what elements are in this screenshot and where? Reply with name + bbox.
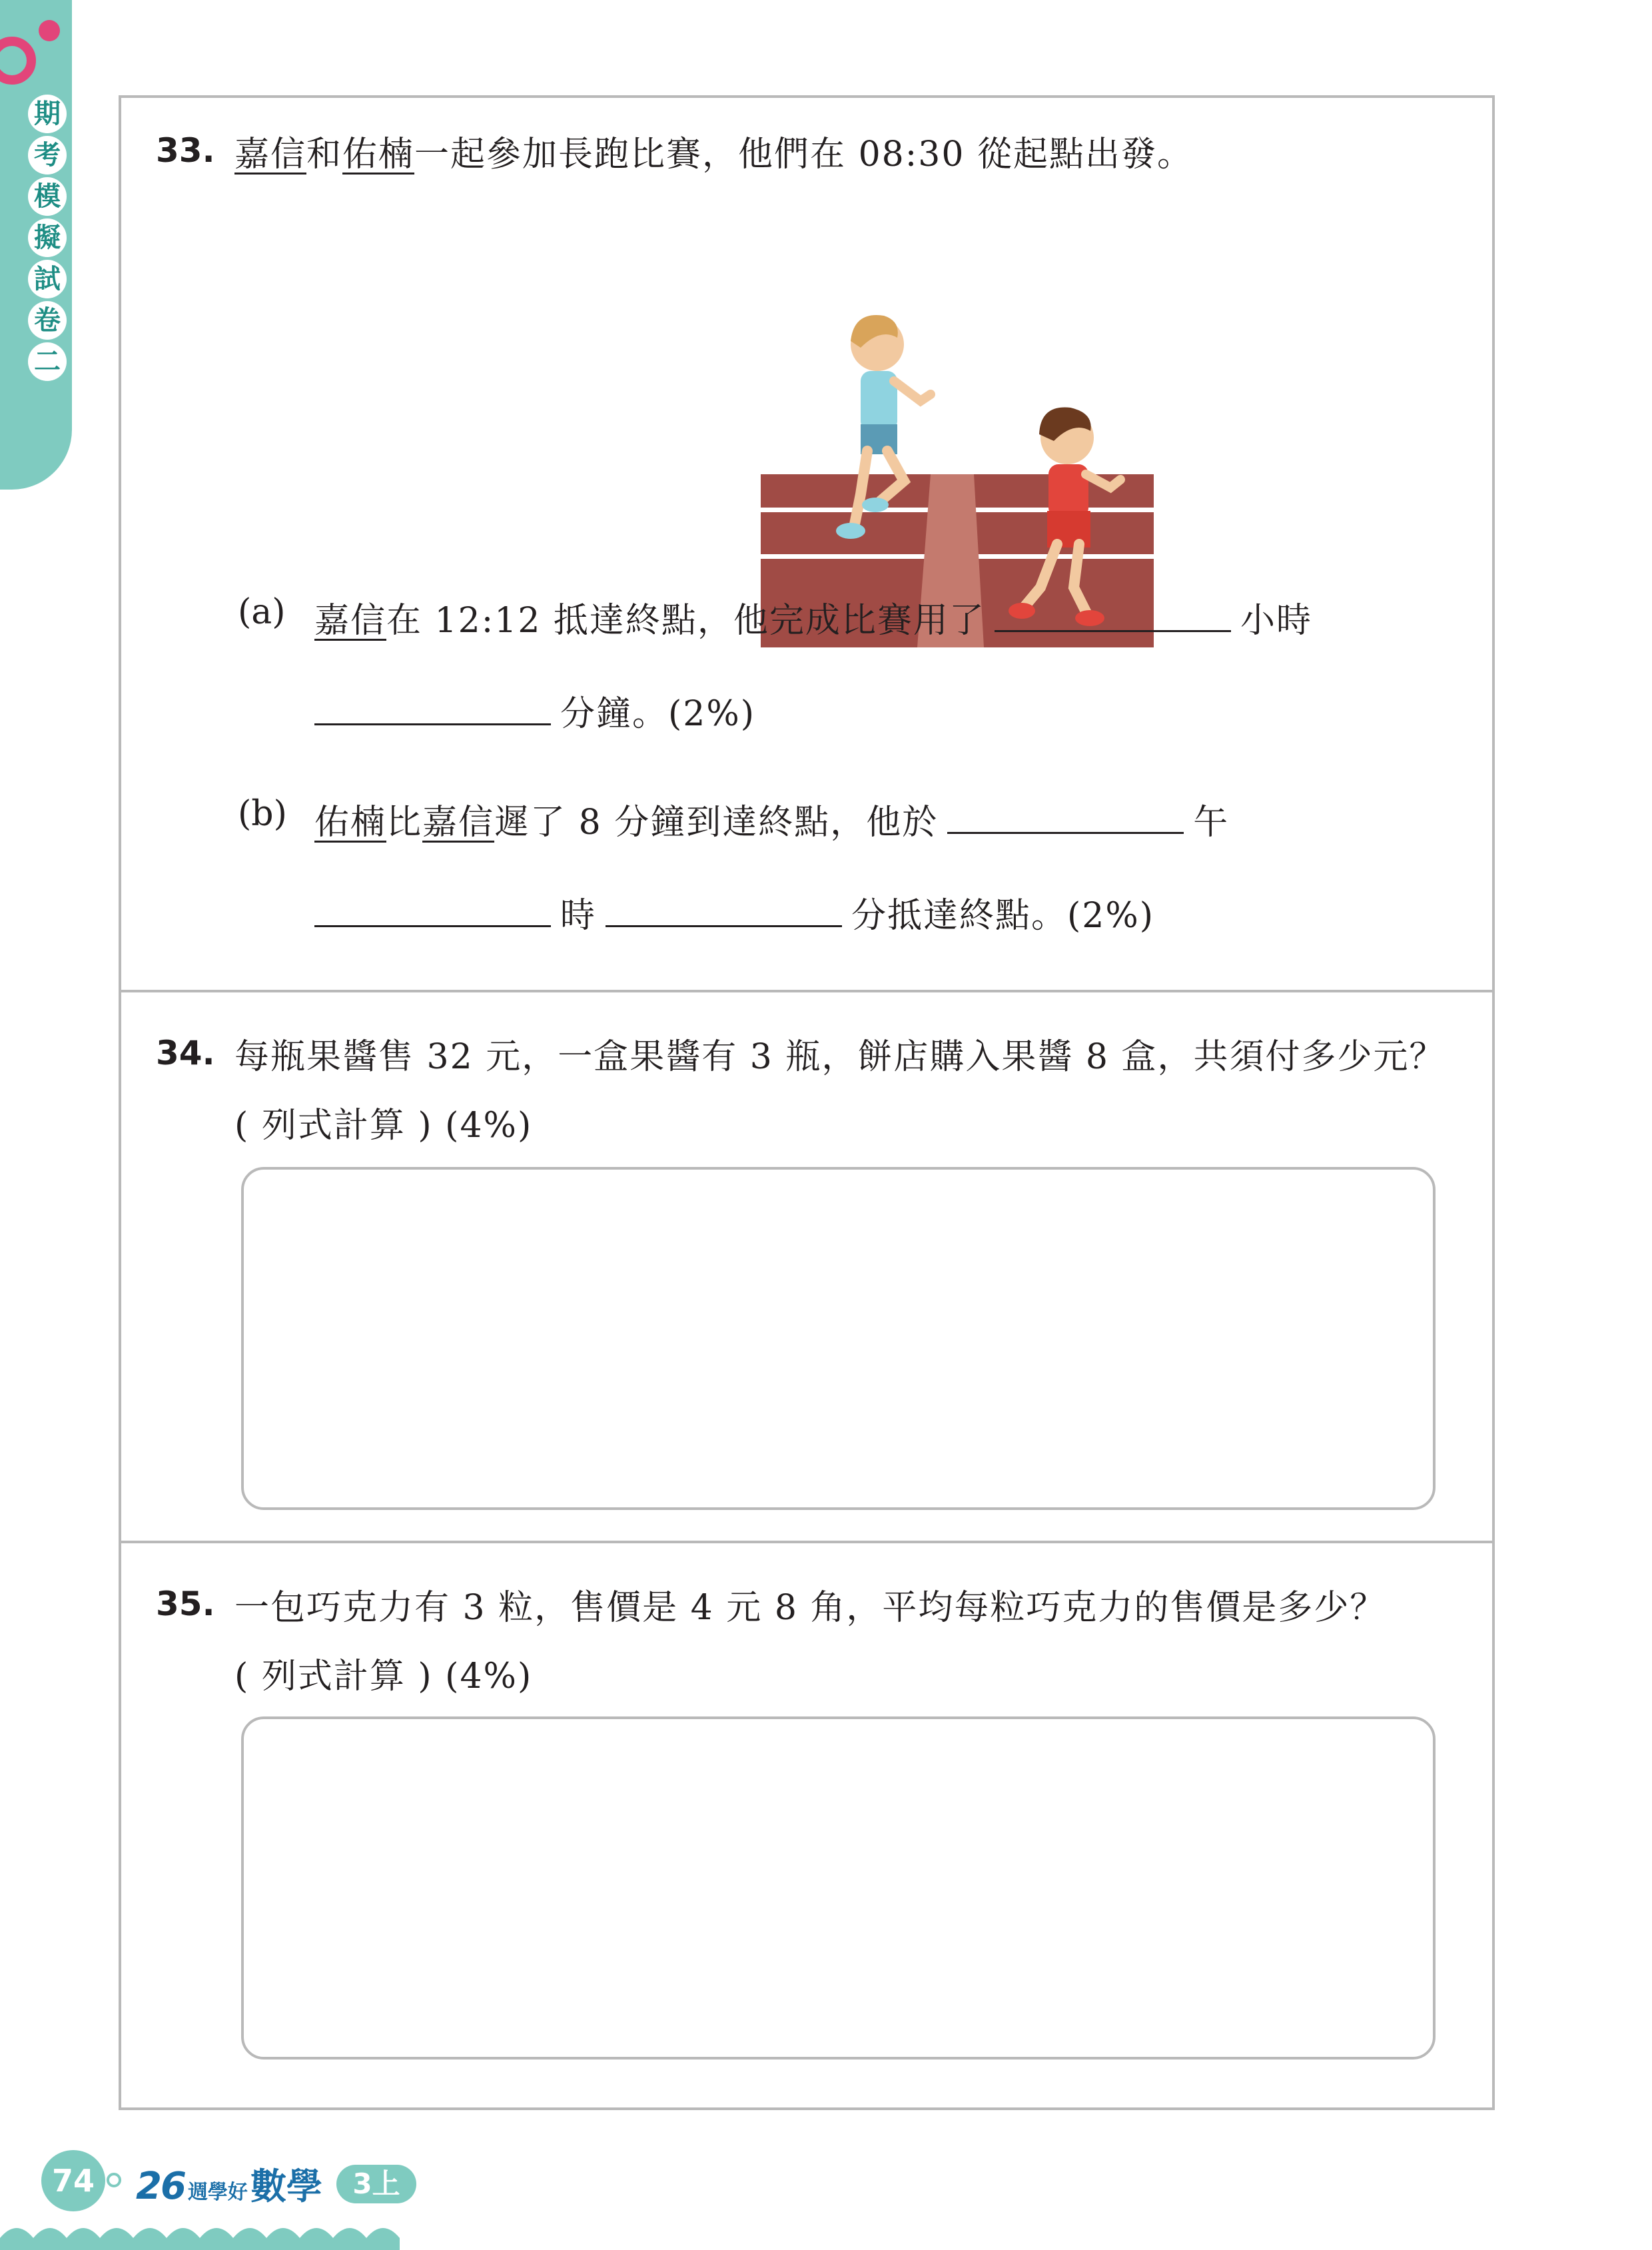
q33b-line2 <box>314 887 1154 937</box>
q33a-unit-minutes: 分鐘。(2%) <box>560 694 756 734</box>
question-frame <box>119 95 1495 2110</box>
q33a-unit-hours: 小時 <box>1240 601 1312 641</box>
q33-rest: 一起參加長跑比賽，他們在 08:30 從起點出發。 <box>414 135 1193 175</box>
answer-blank-minutes[interactable] <box>314 696 551 725</box>
q33a-label: (a) <box>238 592 286 632</box>
q33b-label: (b) <box>238 794 287 834</box>
side-char: 試 <box>28 260 67 298</box>
side-char: 模 <box>28 177 67 216</box>
question-number-34: 34. <box>156 1034 215 1072</box>
q33a-line1 <box>314 592 1312 642</box>
name-jiaxin: 嘉信 <box>314 601 387 641</box>
q33a-text: 在 12:12 抵達終點，他完成比賽用了 <box>386 601 985 641</box>
name-younan: 佑楠 <box>342 135 415 175</box>
q33b-unit-hour: 時 <box>560 896 597 936</box>
q33b-unit-minute: 分抵達終點。(2%) <box>851 896 1155 936</box>
series-number: 26 <box>136 2165 185 2208</box>
question-number-35: 35. <box>156 1585 215 1623</box>
name-jiaxin: 嘉信 <box>422 803 495 843</box>
footer-scallop <box>0 2218 400 2250</box>
side-char: 期 <box>28 95 67 133</box>
name-jiaxin: 嘉信 <box>234 135 307 175</box>
q33-conj: 和 <box>306 135 343 175</box>
page-number: 74 <box>41 2150 105 2211</box>
side-char: 二 <box>28 342 67 381</box>
answer-box-34[interactable] <box>241 1167 1436 1510</box>
grade-badge: 3上 <box>336 2165 416 2203</box>
answer-blank-minute[interactable] <box>606 898 842 927</box>
answer-blank-hours[interactable] <box>995 603 1231 632</box>
question-number-33: 33. <box>156 131 215 170</box>
name-younan: 佑楠 <box>314 803 387 843</box>
side-char: 擬 <box>28 218 67 257</box>
page-footer <box>0 2131 1652 2250</box>
series-logo <box>136 2158 322 2209</box>
answer-box-35[interactable] <box>241 1716 1436 2060</box>
q33a-line2 <box>314 685 755 735</box>
q33b-mid: 比 <box>386 803 423 843</box>
answer-blank-hour[interactable] <box>314 898 551 927</box>
separator <box>121 1541 1492 1543</box>
question-35-line1: 一包巧克力有 3 粒，售價是 4 元 8 角，平均每粒巧克力的售價是多少？ <box>234 1588 1386 1628</box>
question-34-line2: ( 列式計算 ) (4%) <box>234 1106 533 1146</box>
question-35-line2: ( 列式計算 ) (4%) <box>234 1657 533 1696</box>
page-dot <box>107 2173 121 2187</box>
series-subject: 數學 <box>250 2165 322 2207</box>
series-subtitle: 週學好 <box>187 2181 248 2204</box>
side-char: 考 <box>28 136 67 175</box>
separator <box>121 990 1492 992</box>
q33b-text: 遲了 8 分鐘到達終點，他於 <box>494 803 939 843</box>
side-char: 卷 <box>28 301 67 340</box>
side-tab-title <box>27 95 68 384</box>
question-34-line1: 每瓶果醬售 32 元，一盒果醬有 3 瓶，餅店購入果醬 8 盒，共須付多少元？ <box>234 1037 1446 1077</box>
q33b-unit-noon: 午 <box>1193 803 1230 843</box>
q33b-line1 <box>314 794 1229 844</box>
decor-dot <box>39 20 60 41</box>
answer-blank-ampm[interactable] <box>947 805 1184 834</box>
question-33-text <box>234 126 1193 176</box>
